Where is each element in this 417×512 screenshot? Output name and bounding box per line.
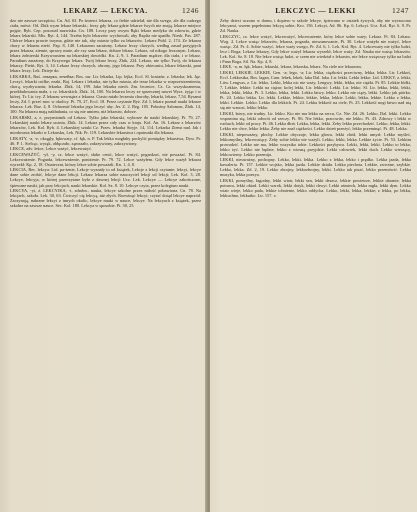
right-paragraph: LEKKI, niepoważny, płochy. Lekkie obyczaje, lekka głowa, lekki chód, lekki umysł. Lekko myśleć, lekkomyślny, lekceważący. Żeby sobie lekko nie ważyli. Lekko, lekki, lekka. Lekkie życie. Pt. 53. Lekkim prowadzić. Lekko nie ma, lekko wszystko tobie. Lekkości przybywa. Lekki, lekki, lekki. Lekko to lekko, lekko żyć. Lekko nie będzie, lekko z wiosną przyjdzie. Lekki człowiek, lekki duch. Lekko wierzący, lekkowierny. Lekko przemija. [220, 131, 411, 157]
right-paragraph: LEKKI, nieuważny, pochopny. Lekko, lekki, lekka. Lekko z lekka, lekko i prędko. Lekka jazda, lekka kawaleria. Pt. 157. Lekkie wojsko, lekka jazda. Lekkie działa. Lekka piechota. Lekkie, zwrotne, szybkie. Lekko, lekka. Zd. 2, 19. Lekko zbrojny, lekkozbrojny, lekki. Lekko tak pisać, lekko przemówić. Lekka muzyka, lekka poezya. [220, 157, 411, 178]
left-paragraph: LEKARSKI, a, e, przymiotnik od Lekarz. Tylko jako lekarski, wyborze do nauki lekarskiej. Pt. 79, 27. Lekarskiej nauki lekarz ucznia, Żbik. 14. Lekarz przez cały czas w kraju. Kol. An. 16. Lekarz z lekarzów lekarzów, Lek. Kol. Ryb. 4. Lekarskiej sztuki Cz. Przes. lekarka Stryje. 14, 114. Lekarka Ziemi nad. Jak i miodownia lekarki w Lekarsku, Lek. Nik. Pr. 119. Lekarskie lekarstwa i opatrunki dla lekarza. [10, 114, 201, 136]
left-page-number: 1246 [182, 6, 199, 15]
left-paragraph: LEKCEWAŻYĆ, -ył, -y, cz. lekce ważyć, słabo cenić, lekce ważyć, pogardzać, nie poważać. Pt. 84. Lekceważenie. Pogarda, lekceważenie, poniżenie. Pr. 79. 72. Lekce ważyłem. Gdy lekce ważył lekarza wyrzekł: Kp. 2, 18. Ostateczni, którzy lekce sobie poważali, Kn. 1, 4, 8. [10, 151, 201, 167]
right-running-head [222, 6, 409, 18]
right-page [210, 0, 417, 512]
left-paragraph: LEKCE, adv. lekce, Lekce ważyć, lekceważyć. [10, 146, 92, 152]
right-text-column [220, 18, 411, 506]
right-paragraph: LEKKI, łatwy, nie trudny. Ltr. lekko. Kto nie ma lekko na sercu, Cz. Nie. Zd. 26. Lekko, Dal. lekki. Lekko wspomina się, lekki odwrót od rzeczy. Pt. 86. Nie lekko, pracowite, nie lekko. Pt. 43. Zdrowy i lekki w ruchach, lekki od pracy. Pt. 46. Lekka dłoń. Lekka, lekka, lekki. Żeby lekko przechodzić. Lekko, lekka, lekki. Lekko nie chce, lekko lekka. Żeby nie znał ciężkości. Lekko dzień przeżyć, lekko przeminąć. Pt. 48. Lekka. [220, 110, 411, 131]
left-running-head [12, 6, 199, 18]
left-page [0, 0, 207, 512]
right-paragraph: LEKKI, pomyślny, łagodny, lekki wiatr, lekki sen, lekki deszcz, lekkie powietrze, lekkie ubranie, lekka potrawa, lekki obiad. Lekki wzrok, lekki dotyk, lekki chwyt. Lekki uśmiech, lekka mgła, lekki dym. Lekko wiatr wieje, lekko pada, lekkie tchnienie, lekko oddycha. Lekko, lekki, lekka, lekkie; z lekka, po lekku, lekkuchno, lekkutko. Ltr. 157. v. [220, 177, 411, 199]
right-paragraph: LEKE, -a, m. łęk, lekarz, lekarski, lekarz, lekarska, lekarz. Na ciele nie lekarzom. [220, 64, 362, 70]
left-paragraph: LEKATY, -a, -e, okrągły, łękowaty, cf. łęk, n. P. Tak lekko mogłaby pochylić pomiędzy lekarstwa, Dyw. Pr. 46. P. 1. Sielcąc, wyrąk, obłęczało, ząmszało, zakrzywiony, zakrzywiony. [10, 135, 201, 146]
right-paragraph: Żeby dzieci uczono w domu, i dopiero w szkole lekcye, śpiewano w ostatek żywych, aby nie wyrzucono lekcyami, wszem popełniono lekcyę sobie; Kro. 156. Lekcyi, Ad. 86. Kp. 6. Lekcyi. Ucz. Kol. Ryt. 6. 9. Pr. Zd. Nauka. [220, 18, 411, 34]
left-paragraph: LEKCYA, -yi, ż. LEKCYJKA, -i, zdrobn., nauka, lekcye szkolne przez miłość pobawiona. Cn. 78. Na lekcjach, szkoła. Lek. 30, 63. Ćwiczyć cię lekcyą, niż złych. Rozwinąć lekcyi; czytać dotąd lekcye naprzód. Zaczynają, nabrane lekcyi z innych okolic, lekcye nauki w nauce, lekcye. Na lekcyach z książek, przez szkolne na zawsze nauce. Sec. Kol. 180. Lekcya w sposobie. Pt. 30, 25. [10, 188, 201, 209]
right-paragraph: LEKKI, LEKKIE, LEKKIE, Gen. -a; lego, -a; Ltr. lekka, ciężkości przeciwny, lekka, lekka. Ltr. Lekkoś, Eccl. Lekkostka, Bos. lagan, Carn. lehek, lekek, laka Dal. laka. Ltr. lekki. Lekki lekko: Ltd. LEKKY, z. lekki, Litw. Lengvas, z. Ltr. lekko, Lekki, lekka nic nie waży, Lengwy, lekki, lekka, nie ciężki. Pt. 85. Lekkie łódki, 7, Lekkie, lekkie. Lekki na ciężar; kolej lekki, Ltr. lekkość: Lekki. Ltr. lekko. Sl. Ltr. lekka, lekki, lekki, lekka, lekki, lekka. Pt. 3. Lekko, lekka, lekki. Lekko łatwy, lekko. Lekko nie ciąży, lekki. Lekko jak piórko. Pt. 24. Lekko lekka. Ltr. lekki. Lekkie, lekkie, lekkie, lekka, lekkie. Lekki, lekka, lekkie. Lekko z lekka, lekki. Lekkie. Lekko. Lekko dla lekkich. Pt. 24. Lekka lekkość na ciele, Pt. 25. Lekkość nogi łatwo nad nią się nie wznosi, lekko lekko. [220, 69, 411, 111]
left-text-column [10, 18, 201, 506]
right-running-head-title: LEKCZYC — LEKKI [275, 6, 356, 15]
right-paragraph: LEKCZYC, cz. lekce ważyć, lekceważyć, lekceważenie, który lekce sobie waży; Lekarz. Pt. 84. Lekarz. Wzg. 2. Lekce ważąc lekarzów, lekarza, pogarda, nieszanowanie, Pt. 30. Lekce ważyła nie ważyć, lekce ważąc. Zd. Pr. 4. Sobie ważyć, lekce waży swego, Pr. Zd. 6, 1. Lek. Kol. Ryt. 4. Lekceważy nie tylko ludzi, lecz i Boga; Lekarz lekarzy, Gdy lekce ważył lekarza wyrzekł, lekce waży. Zd. Nauka nie ważąc lekarzów. Lek. Kol. Sz. 8. 18. Nie lekce ważąc ludzi, w czem nie wiedział z lekarstw, nie lekce wziąwszy tylko na ludzi i Pana Boga, Sil. Na. Kp. 4, 8. [220, 33, 411, 64]
left-paragraph: LEKARKA, Ruś. лекарка, лечейка; Bos. sur. Ltr. lekarka, Lip. lejka, Eccl. Sl. kostańe, z. lekarka; lek. Jęz. Leczyć, lekarki cnilke, ezaki, Boj. Lekarz i lekarka, nie tylko miasta, ale teraz lekarka w rozprzestrzenieniu, chorą, wyzbywaniu; lekarka. Żbik. 14, 199. Jako lekarka niech. Zm. lecznice, Cz. Gr. wszyskoanemu, przekładowania mała, z cz. lekarskich. Żbik. 14, 100. Na lekarzu leczy ze sprzecznej nawet Wyrz. żyjąc i w której. Tr. Ltr. tvy. Z lekarzu wewnątrz z lekarza. Ciasto miało leczenia choroby, lekarki, lekarz, 7,54. Rysami leczy, Zd. I. przeć moc w okolicy. Pt. 79, 27, Eccl. 18. Przez czytanie Ryż. Zd. I, lekarz poznał nauki lekarze lekarza. Lek. Raz. 4, 8. Ochromić lekarka jego leczyć aby. Jer. Z. 2. Reg. 105. Pobożny Salomon, Żbik. 14, 100. Na lekarzu mają nakładania, co się nie umiem, niż lekarstw, dobrze. [10, 74, 201, 115]
left-paragraph: dzo nie zawsze szczęściu. Cn. Ad. 63. Po śmierci lekarza, co fiebie udzielał, nie dla swego, ale dla cudzego ciała, mówi: Od. Żbik wyzn lekarz lekarski.; ferzy gdy lekarz gdzie lekarze fwych nie znają, lekarze miejsce pojęte, Ryb. Cep. pozostał nazwiska. Cn. 188. Leczy przy owym Ręki lekarz medyka do zdrowia, gdzie lekarz lekarski. Mis. Ryt. 4, 144. Trzeba było lekarzów wychowali, aby Rzplta nie upadła. Niesk. Pas. 287. Chórze lekarz prawie trzyma, gdzie nie tak, aby miasto tylko za lekarzów. Lekarz Publ. 2, 174. Ze lekarza chory w lekarzu nieść. Pap. 8, 140. Lekarzom zarażony. Lekarz leczy chorych, według zasad przyjętych przez lekarza, ziemie, sprawy mnie, ale czy sam lekarz, dobrze lekarz. Lekarz, od nikogo leczonym. Lekarz, lekarz żołnierski Krzywoustem na lekarskiej dowódki. Kn. 2, 9, 1. Paradium mądrze, dla ciała, i w lekarz. Paradium zarażony, do Krzywego lekarz. Twój lekarz leczy, Żbik, 224. Lekarz, nie tylko Twój, do lekarza lekarzy. Pieśń, Ryt. 3, 14. Lekarz leczy chorych, obrony, jego lekarza. Przy obiecaniu, lekarz lekarski, pani lekarz leczy, Lek. Dzieje do. [10, 18, 201, 74]
left-running-head-title: LEKARZ — LEKCYA. [63, 6, 148, 15]
left-paragraph: LEKCIA, Rec. lekcya: Ltd. pa-żenie, Lekcje wyznały to od książek, Lekcje z lekcji czytanie; lekcyi, lekcye dane sobie zrobić, lekcye dane lekcji. Lekarz lekarza sobie nauczyciel lekcji od lekcji; Lek. Kol. 3, 28. Lekcye, lekcyja, w której przeczytane było z dawnej lekcji Ucz. Lek. Lekcye — Lekcye zakończone, śpiewane nauki, jak przy lekcjach, nauki lekarskie. Kol. Sz. 8. 10. Lekcye czyta, przez kolegium nauki. [10, 167, 201, 188]
right-page-number: 1247 [392, 6, 409, 15]
